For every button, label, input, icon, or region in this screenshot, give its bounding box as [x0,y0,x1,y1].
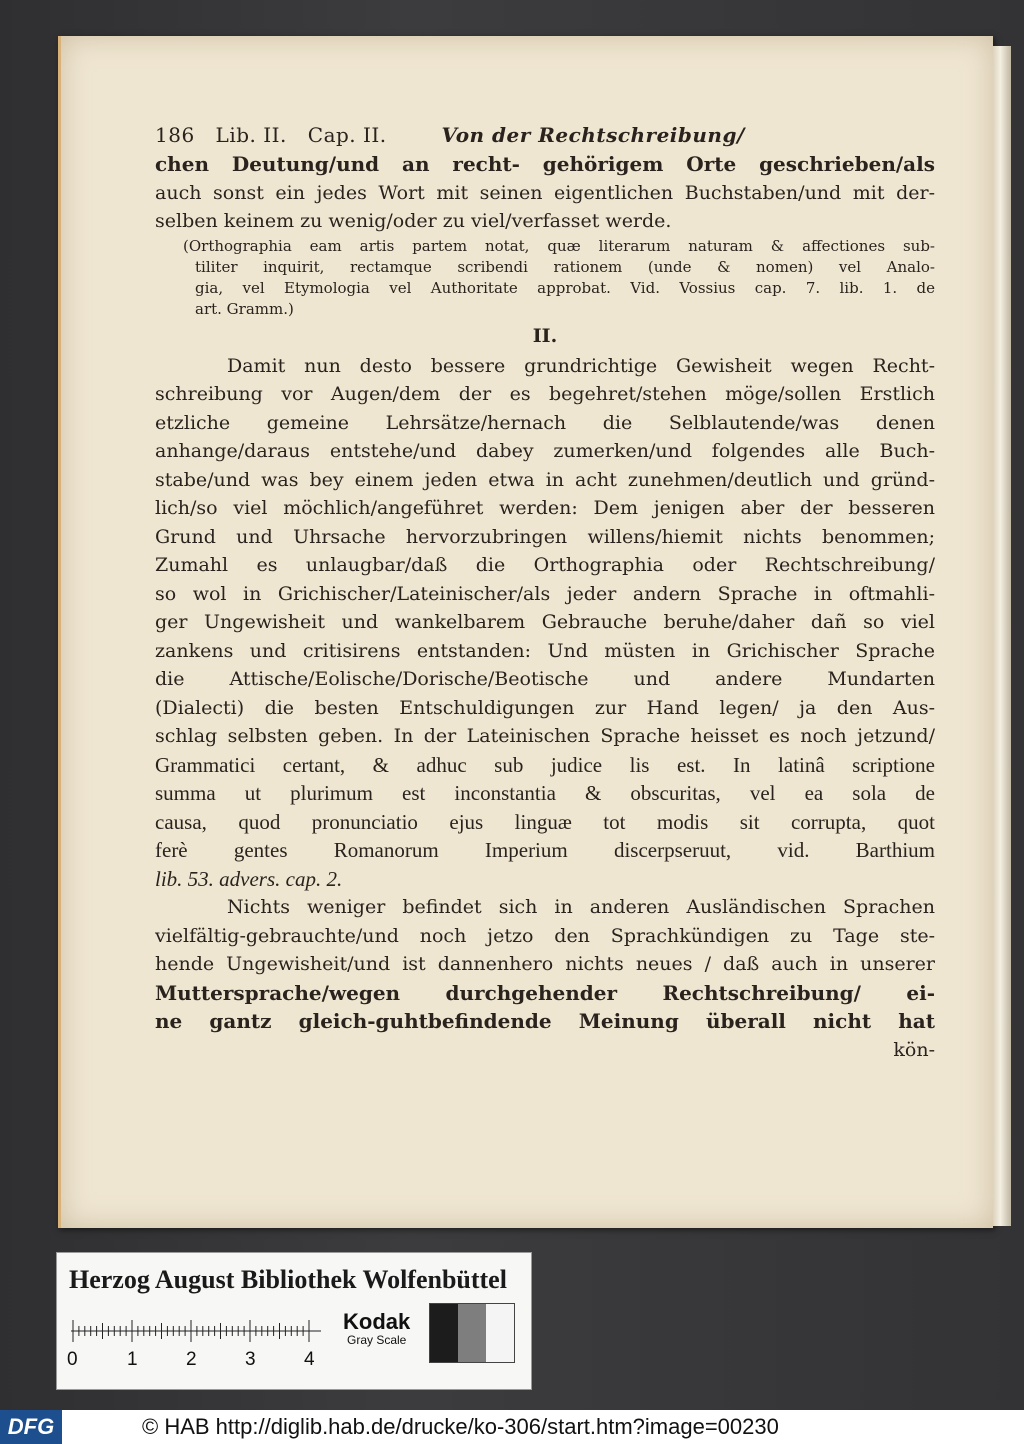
text-line: ne gantz gleich-guhtbefindende Meinung überall nicht hat [155,1009,935,1033]
footer-bar [0,1410,1024,1444]
text-line: chen Deutung/und an recht- gehörigem Orte geschrieben/als [155,152,935,176]
catchword: kön- [893,1038,935,1061]
text-line: schlag selbsten geben. In der Lateinischen Sprache heisset es noch jetzund/ [155,725,935,747]
text-line: stabe/und was bey einem jeden etwa in acht zunehmen/deutlich und gründ- [155,468,935,491]
text-line: Zumahl es unlaugbar/daß die Orthographia oder Rechtschreibung/ [155,554,935,576]
gray-scale-label: Gray Scale [347,1333,407,1347]
text-line: selben keinem zu wenig/oder zu viel/verfasset werde. [155,210,672,232]
text-line: ger Ungewisheit und wankelbarem Gebrauche beruhe/daher dañ so viel [155,611,935,633]
gray-patch-light [486,1304,514,1362]
latin-line: Grammatici certant, & adhuc sub judice lis est. In latinâ scriptione [155,752,935,777]
text-line: etzliche gemeine Lehrsätze/hernach die Selblautende/was denen [155,411,935,434]
text-line: Muttersprache/wegen durchgehender Rechtschreibung/ ei- [155,980,935,1005]
copyright-link[interactable]: © HAB http://diglib.hab.de/drucke/ko-306/start.htm?image=00230 [142,1414,779,1439]
ruler-label: 0 [67,1349,78,1370]
note-line: art. Gramm.) [195,299,294,318]
latin-line: lib. 53. advers. cap. 2. [155,866,343,891]
latin-line: causa, quod pronunciatio ejus linguæ tot modis sit corrupta, quot [155,809,935,834]
ruler-label: 3 [245,1349,256,1370]
ruler-label: 2 [186,1349,197,1370]
latin-line: summa ut plurimum est inconstantia & obscuritas, vel ea sola de [155,781,935,805]
text-line: hende Ungewisheit/und ist dannenhero nichts neues / daß auch in unserer [155,953,935,975]
running-header [155,120,935,150]
library-name: Herzog August Bibliothek Wolfenbüttel [69,1265,507,1294]
dfg-logo: DFG [0,1410,62,1444]
gray-patch-mid [458,1304,486,1362]
color-target-card [56,1252,532,1390]
text-line: (Dialecti) die besten Entschuldigungen zur Hand legen/ ja den Aus- [155,696,935,719]
ruler-label: 4 [304,1349,315,1370]
page-number: 186 [155,123,195,147]
latin-line: ferè gentes Romanorum Imperium discerpseruut, vid. Barthium [155,838,935,862]
gray-patch-dark [430,1304,458,1362]
note-line: gia, vel Etymologia vel Authoritate approbat. Vid. Vossius cap. 7. lib. 1. de [195,278,935,297]
text-line: Grund und Uhrsache hervorzubringen willens/hiemit nichts benommen; [155,525,935,548]
chapter-label: Cap. II. [307,123,387,147]
ruler-label: 1 [127,1349,138,1370]
page-text [155,120,935,1064]
text-line: lich/so viel möchlich/angeführet werden: Dem jenigen aber der besseren [155,497,935,519]
text-line: so wol in Grichischer/Lateinischer/als jeder andern Sprache in oftmahli- [155,582,935,605]
text-line: Nichts weniger befindet sich in anderen Ausländischen Sprachen [227,896,935,918]
kodak-logo: Kodak [343,1309,411,1334]
text-line: anhange/daraus entstehe/und dabey zumerken/und folgendes alle Buch- [155,440,935,462]
note-line: tiliter inquirit, rectamque scribendi rationem (unde & nomen) vel Analo- [195,257,935,276]
text-line: Damit nun desto bessere grundrichtige Gewisheit wegen Recht- [227,354,935,377]
text-line: zankens und critisirens entstanden: Und müsten in Grichischer Sprache [155,639,935,662]
text-line: auch sonst ein jedes Wort mit seinen eigentlichen Buchstaben/und mit der- [155,181,935,204]
gray-patches [429,1303,515,1363]
book-label: Lib. II. [215,123,287,147]
section-number: II. [532,324,558,347]
note-line: (Orthographia eam artis partem notat, quæ literarum naturam & affectiones sub- [183,236,935,255]
text-line: die Attische/Eolische/Dorische/Beotische und andere Mundarten [155,668,935,690]
running-title: Von der Rechtschreibung/ [441,123,745,147]
text-line: schreibung vor Augen/dem der es begehret/stehen möge/sollen Erstlich [155,383,935,405]
text-line: vielfältig-gebrauchte/und noch jetzo den Sprachkündigen zu Tage ste- [155,924,935,947]
ruler [71,1311,321,1353]
